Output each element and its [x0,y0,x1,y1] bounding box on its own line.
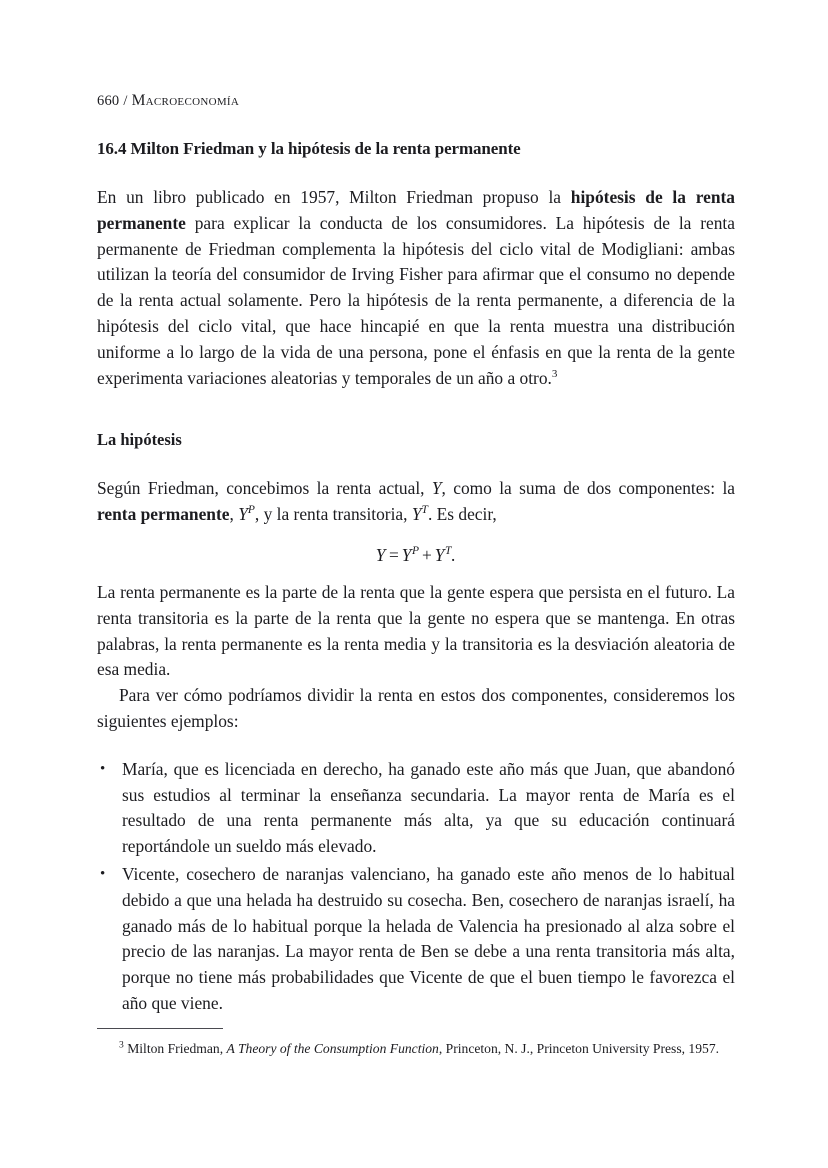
page-content [97,0,735,1019]
list-item [97,757,735,860]
examples-lead-paragraph: Para ver cómo podríamos dividir la renta en estos dos componentes, consideremos los siguientes ejemplos: [97,685,735,731]
display-equation [97,528,735,580]
equation-term2: Y [434,544,445,565]
list-item [97,862,735,1017]
list-item-text: María, que es licenciada en derecho, ha ganado este año más que Juan, que abandonó sus estudios al terminar la enseñanza secundaria. La mayor renta de María es el resultado de una renta permanente más alta, ya que su educación continuará reportándole un sueldo más elevado. [122,758,735,857]
equation-period: . [451,544,457,565]
intro-paragraph [97,185,735,391]
bullet-icon: • [100,760,106,777]
list-item-text: Vicente, cosechero de naranjas valenciano, ha ganado este año menos de lo habitual debido a que una helada ha destruido su cosecha. Ben, cosechero de naranjas israelí, ha ganado más de lo habitual porque la helada de Valencia ha presionado al alza sobre el precio de las naranjas. La mayor renta de Ben se debe a una renta transitoria más alta, porque no tiene más probabilidades que Vicente de que el buen tiempo le favorezca el año que viene. [122,863,735,1013]
hyp-bold-term: renta permanente [97,504,230,525]
footnote-part1: Milton Friedman, [123,1041,227,1056]
math-variable-yp: Y [238,504,248,525]
subsection-heading: La hipótesis [97,430,182,450]
math-superscript-p: P [247,504,255,517]
footnote-text [97,1038,737,1059]
definitions-paragraph: La renta permanente es la parte de la renta que la gente espera que persista en el futuro. La renta transitoria es la parte de la renta que la gente no espera que se mantenga. En otras palabras, la renta permanente es la renta media y la transitoria es la desviación aleatoria de esa media. [97,581,735,680]
equation-equals-sign: = [388,544,399,565]
footnote-separator-rule [97,1028,223,1029]
footnote-book-title: A Theory of the Consumption Function [226,1041,439,1056]
footnote-block [97,1028,737,1059]
footnote-reference-3[interactable]: 3 [551,367,558,380]
book-title: Macroeconomía [131,92,240,109]
section-heading: 16.4 Milton Friedman y la hipótesis de la renta permanente [97,139,521,158]
footnote-marker: 3 [119,1039,124,1051]
hyp-part5: . Es decir, [427,504,497,525]
equation-term1: Y [401,544,412,565]
header-separator: / [123,93,128,109]
hyp-part2: , como la suma de dos componentes: la [441,478,735,499]
page-number: 660 [97,93,120,109]
hypothesis-paragraph [97,476,735,528]
math-superscript-t: T [421,504,428,517]
running-header [97,92,735,110]
bullet-icon: • [100,865,106,882]
hyp-part3: , [229,504,239,525]
equation-term1-superscript: P [411,545,419,558]
equation-lhs: Y [375,544,386,565]
equation-plus-sign: + [421,544,432,565]
footnote-part2: , Princeton, N. J., Princeton University Press, 1957. [438,1041,720,1056]
hyp-part1: Según Friedman, concebimos la renta actual, [97,478,432,499]
examples-list [97,757,735,1017]
hyp-part4: , y la renta transitoria, [254,504,412,525]
intro-text-part1: En un libro publicado en 1957, Milton Friedman propuso la [97,187,571,207]
intro-bold-term: hipótesis de la renta permanente [97,187,735,233]
math-variable-yt: Y [411,504,422,525]
equation-term2-superscript: T [444,545,452,558]
math-variable-y: Y [431,478,442,499]
intro-text-part2: para explicar la conducta de los consumidores. La hipótesis de la renta permanente de Friedman complementa la hipótesis del ciclo vital de Modigliani: ambas utilizan la teoría del consumidor de Irving Fisher para afirmar que el consumo no depende de la renta actual solamente. Pero la hipótesis de la renta permanente, a diferencia de la hipótesis del ciclo vital, que hace hincapié en que la renta muestra una distribución uniforme a lo largo de la vida de una persona, pone el énfasis en que la renta de la gente experimenta variaciones aleatorias y temporales de un año a otro. [97,212,735,388]
